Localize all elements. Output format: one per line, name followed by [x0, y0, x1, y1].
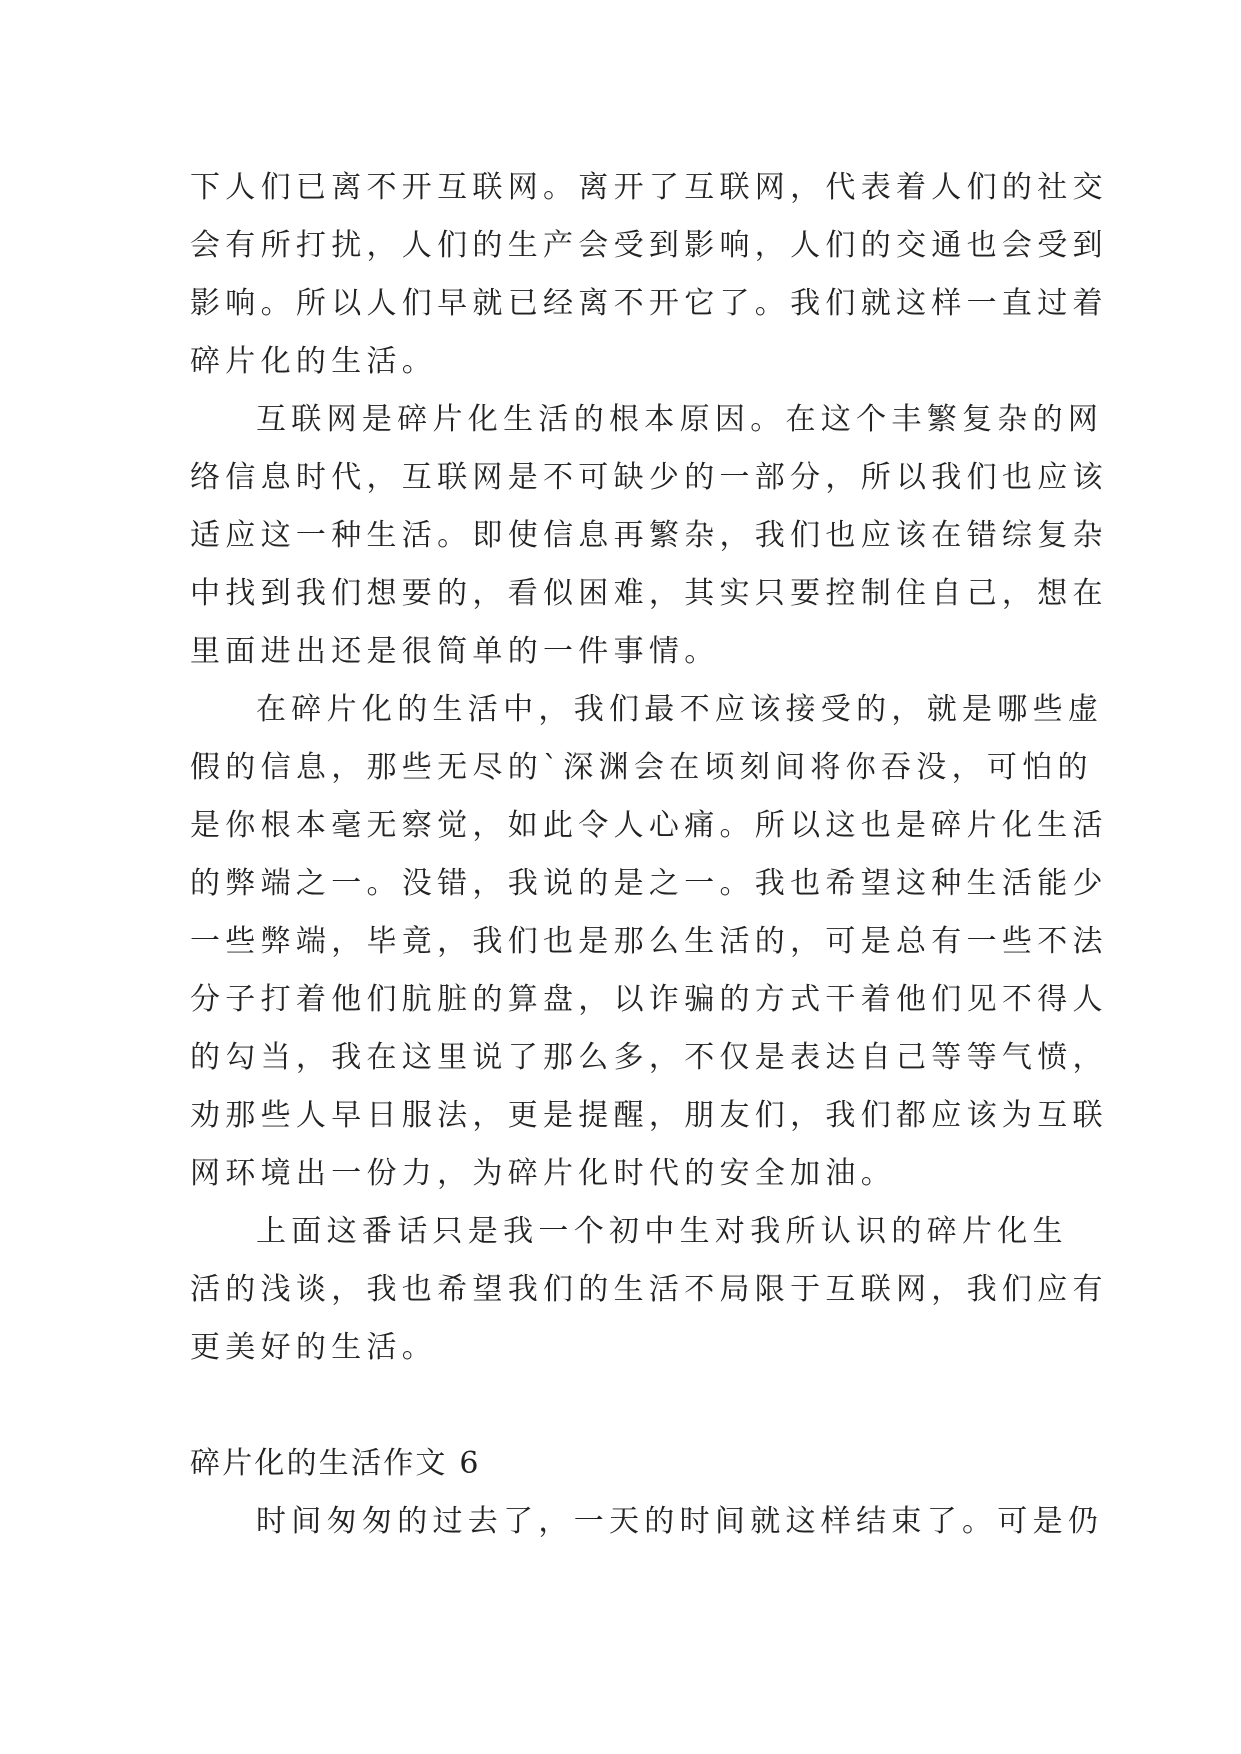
text-line: 一些弊端，毕竟，我们也是那么生活的，可是总有一些不法 [190, 924, 1108, 959]
text-line: 络信息时代，互联网是不可缺少的一部分，所以我们也应该 [190, 460, 1108, 495]
text-line: 适应这一种生活。即使信息再繁杂，我们也应该在错综复杂 [190, 518, 1108, 553]
paragraph-start: 上面这番话只是我一个初中生对我所认识的碎片化生 [256, 1214, 1068, 1249]
section-heading: 碎片化的生活作文 6 [190, 1446, 481, 1481]
text-line: 影响。所以人们早就已经离不开它了。我们就这样一直过着 [190, 286, 1108, 321]
text-line: 更美好的生活。 [190, 1330, 438, 1365]
text-line: 假的信息，那些无尽的`深渊会在顷刻间将你吞没，可怕的 [190, 750, 1093, 785]
paragraph-start: 时间匆匆的过去了，一天的时间就这样结束了。可是仍 [256, 1504, 1104, 1539]
text-line: 活的浅谈，我也希望我们的生活不局限于互联网，我们应有 [190, 1272, 1108, 1307]
text-line: 是你根本毫无察觉，如此令人心痛。所以这也是碎片化生活 [190, 808, 1108, 843]
text-line: 里面进出还是很简单的一件事情。 [190, 634, 720, 669]
text-line: 劝那些人早日服法，更是提醒，朋友们，我们都应该为互联 [190, 1098, 1108, 1133]
section-gap [190, 1377, 1050, 1435]
paragraph-start: 互联网是碎片化生活的根本原因。在这个丰繁复杂的网 [256, 402, 1104, 437]
text-line: 的弊端之一。没错，我说的是之一。我也希望这种生活能少 [190, 866, 1108, 901]
text-line: 分子打着他们肮脏的算盘，以诈骗的方式干着他们见不得人 [190, 982, 1108, 1017]
text-line: 会有所打扰，人们的生产会受到影响，人们的交通也会受到 [190, 228, 1108, 263]
text-line: 碎片化的生活。 [190, 344, 438, 379]
paragraph-start: 在碎片化的生活中，我们最不应该接受的，就是哪些虚 [256, 692, 1104, 727]
document-body [190, 159, 1108, 1551]
text-line: 中找到我们想要的，看似困难，其实只要控制住自己，想在 [190, 576, 1108, 611]
text-line: 下人们已离不开互联网。离开了互联网，代表着人们的社交 [190, 170, 1108, 205]
text-line: 网环境出一份力，为碎片化时代的安全加油。 [190, 1156, 896, 1191]
text-line: 的勾当，我在这里说了那么多，不仅是表达自己等等气愤， [190, 1040, 1108, 1075]
